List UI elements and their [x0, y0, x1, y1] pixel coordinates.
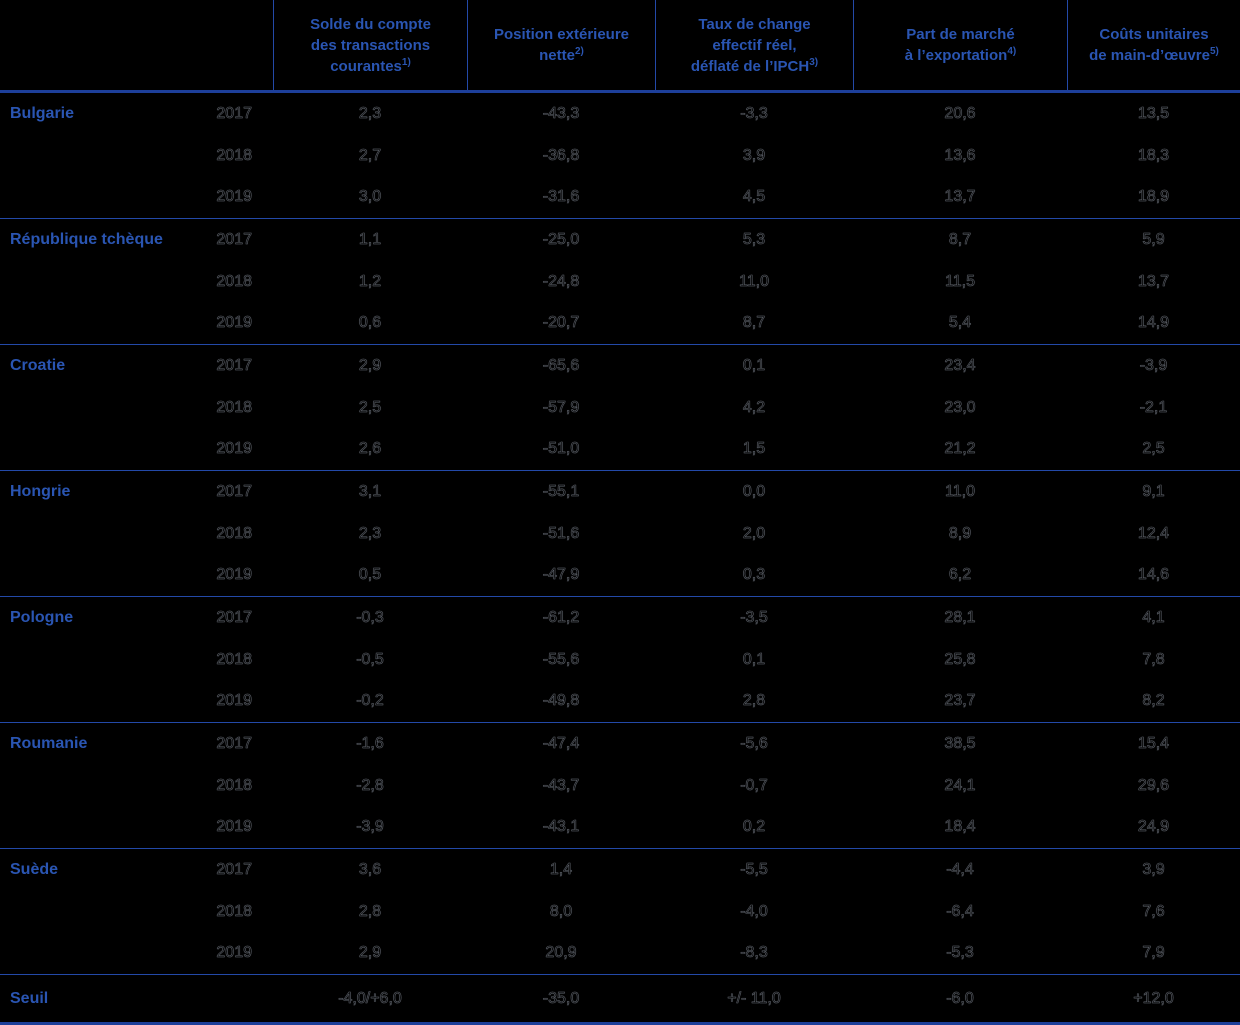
value-cell: -55,1 [542, 482, 580, 500]
value-cell: -0,7 [740, 776, 768, 794]
threshold-value-cell: -35,0 [542, 989, 580, 1007]
year-label: 2018 [216, 272, 252, 290]
value-cell: 8,9 [948, 524, 972, 542]
row-header-cell [0, 806, 273, 848]
country-group [0, 471, 1240, 597]
table-row [0, 302, 1240, 344]
value-cell: 3,0 [358, 188, 382, 206]
value-cell: 6,2 [948, 566, 972, 584]
row-header-cell [0, 723, 273, 765]
year-label: 2019 [216, 440, 252, 458]
value-cell: -5,5 [740, 860, 768, 878]
year-label: 2019 [216, 944, 252, 962]
value-cell: 2,6 [358, 440, 382, 458]
value-cell: 2,9 [358, 356, 382, 374]
value-cell: 2,3 [358, 524, 382, 542]
table-row [0, 261, 1240, 303]
value-cell: 3,1 [358, 482, 382, 500]
row-header-cell [0, 302, 273, 344]
table-row [0, 806, 1240, 848]
value-cell: 2,9 [358, 944, 382, 962]
value-cell: 13,7 [1137, 272, 1170, 290]
value-cell: -6,4 [946, 902, 974, 920]
value-cell: -61,2 [542, 608, 580, 626]
country-group [0, 345, 1240, 471]
value-cell: 8,7 [948, 230, 972, 248]
value-cell: 2,5 [1142, 440, 1165, 458]
column-header [655, 0, 853, 90]
value-cell: 13,7 [944, 188, 976, 206]
column-header-line: nette$^{2)}$ [539, 46, 584, 64]
value-cell: -0,3 [356, 608, 384, 626]
value-cell: 2,8 [742, 692, 766, 710]
value-cell: 18,4 [944, 818, 976, 836]
year-label: 2017 [216, 482, 252, 500]
year-label: 2019 [216, 188, 252, 206]
header-row [0, 0, 1240, 93]
column-header-line: effectif réel, [712, 36, 797, 54]
value-cell: 20,6 [944, 104, 976, 122]
value-cell: 0,1 [742, 650, 766, 668]
row-header-cell [0, 680, 273, 722]
value-cell: 7,8 [1142, 650, 1165, 668]
value-cell: 0,3 [742, 566, 766, 584]
value-cell: 14,6 [1137, 566, 1170, 584]
value-cell: -3,3 [740, 104, 768, 122]
table-row [0, 345, 1240, 387]
row-header-cell [0, 345, 273, 387]
row-header-cell [0, 932, 273, 974]
value-cell: 1,4 [549, 860, 573, 878]
row-header-cell [0, 219, 273, 261]
value-cell: 1,1 [358, 230, 382, 248]
value-cell: 13,5 [1137, 104, 1170, 122]
value-cell: -2,1 [1139, 398, 1168, 416]
table-row [0, 513, 1240, 555]
value-cell: 2,5 [358, 398, 382, 416]
value-cell: 11,0 [945, 482, 975, 500]
value-cell: 7,9 [1142, 944, 1165, 962]
country-label: République tchèque [10, 230, 163, 248]
value-cell: 23,4 [944, 356, 976, 374]
value-cell: 23,0 [944, 398, 976, 416]
value-cell: 29,6 [1137, 776, 1170, 794]
value-cell: -3,9 [1139, 356, 1168, 374]
table-body [0, 93, 1240, 975]
year-label: 2019 [216, 566, 252, 584]
value-cell: -43,1 [542, 818, 580, 836]
country-label: Pologne [10, 608, 74, 626]
value-cell: 4,5 [742, 188, 766, 206]
value-cell: 8,2 [1142, 692, 1165, 710]
table-row [0, 471, 1240, 513]
value-cell: -51,6 [542, 524, 580, 542]
row-header-cell [0, 387, 273, 429]
value-cell: 18,3 [1137, 146, 1170, 164]
value-cell: 38,5 [944, 734, 976, 752]
country-group [0, 723, 1240, 849]
value-cell: 9,1 [1142, 482, 1165, 500]
row-header-cell [0, 135, 273, 177]
threshold-value-cell: -6,0 [946, 989, 974, 1007]
value-cell: -43,7 [542, 776, 580, 794]
value-cell: 21,2 [944, 440, 976, 458]
value-cell: 7,6 [1142, 902, 1165, 920]
threshold-value-cell: -4,0/+6,0 [338, 989, 402, 1007]
row-header-cell [0, 428, 273, 470]
value-cell: 2,0 [742, 524, 766, 542]
column-header-line: Taux de change [698, 15, 811, 33]
row-header-cell [0, 639, 273, 681]
table-row [0, 765, 1240, 807]
value-cell: 8,7 [742, 314, 766, 332]
threshold-label: Seuil [10, 989, 49, 1007]
year-label: 2017 [216, 230, 252, 248]
column-header [467, 0, 655, 90]
year-label: 2017 [216, 608, 252, 626]
value-cell: -55,6 [542, 650, 580, 668]
footnote-marker: 2) [574, 46, 584, 57]
value-cell: -43,3 [542, 104, 580, 122]
table-row [0, 219, 1240, 261]
table-row [0, 680, 1240, 722]
year-label: 2019 [216, 314, 252, 332]
row-header-cell [0, 765, 273, 807]
value-cell: 14,9 [1137, 314, 1170, 332]
value-cell: 4,2 [742, 398, 766, 416]
row-header-cell [0, 513, 273, 555]
value-cell: 15,4 [1137, 734, 1170, 752]
footnote-marker: 3) [809, 56, 819, 68]
country-label: Roumanie [10, 734, 88, 752]
value-cell: -0,5 [356, 650, 384, 668]
row-header-cell [0, 597, 273, 639]
column-header [273, 0, 467, 90]
threshold-header-cell [0, 975, 273, 1022]
value-cell: 28,1 [944, 608, 976, 626]
value-cell: 8,0 [549, 902, 573, 920]
value-cell: 3,6 [358, 860, 382, 878]
table-row [0, 93, 1240, 135]
value-cell: -65,6 [542, 356, 580, 374]
row-header-cell [0, 891, 273, 933]
header-spacer [0, 0, 273, 90]
column-header-line: courantes$^{1)}$ [330, 56, 411, 75]
threshold-value-cell: +/- 11,0 [727, 989, 781, 1007]
table-row [0, 891, 1240, 933]
value-cell: 11,5 [945, 272, 975, 290]
value-cell: 1,5 [742, 440, 766, 458]
year-label: 2017 [216, 734, 252, 752]
value-cell: 4,1 [1142, 608, 1165, 626]
value-cell: 11,0 [739, 272, 769, 290]
threshold-row [0, 975, 1240, 1025]
country-group [0, 219, 1240, 345]
column-header-line: Part de marché [906, 26, 1015, 43]
value-cell: -5,6 [740, 734, 768, 752]
table-row [0, 554, 1240, 596]
country-group [0, 849, 1240, 975]
value-cell: 0,0 [742, 482, 766, 500]
value-cell: 5,4 [948, 314, 972, 332]
year-label: 2018 [216, 776, 252, 794]
column-header-line: des transactions [310, 36, 431, 54]
country-label: Hongrie [10, 482, 71, 500]
table-row [0, 932, 1240, 974]
value-cell: 12,4 [1137, 524, 1170, 542]
value-cell: -25,0 [542, 230, 580, 248]
column-header-line: Coûts unitaires [1099, 26, 1209, 43]
value-cell: -2,8 [356, 776, 384, 794]
value-cell: -8,3 [740, 944, 768, 962]
value-cell: -57,9 [542, 398, 580, 416]
table-row [0, 639, 1240, 681]
country-label: Croatie [10, 356, 66, 374]
table-row [0, 428, 1240, 470]
value-cell: 3,9 [1142, 860, 1165, 878]
value-cell: -51,0 [542, 440, 580, 458]
column-header-line: déflaté de l’IPCH$^{3)}$ [690, 56, 819, 75]
value-cell: -3,9 [356, 818, 384, 836]
year-label: 2018 [216, 902, 252, 920]
value-cell: 0,1 [742, 356, 766, 374]
row-header-cell [0, 471, 273, 513]
country-group [0, 93, 1240, 219]
year-label: 2019 [216, 818, 252, 836]
table-row [0, 176, 1240, 218]
value-cell: 2,8 [358, 902, 382, 920]
value-cell: -47,4 [542, 734, 580, 752]
value-cell: 1,2 [358, 272, 382, 290]
row-header-cell [0, 554, 273, 596]
value-cell: 20,9 [545, 944, 577, 962]
footnote-marker: 5) [1209, 46, 1219, 57]
country-label: Suède [10, 860, 59, 878]
year-label: 2018 [216, 524, 252, 542]
column-header-line: de main-d’œuvre$^{5)}$ [1089, 46, 1219, 64]
row-header-cell [0, 93, 273, 135]
value-cell: 23,7 [944, 692, 976, 710]
year-label: 2017 [216, 104, 252, 122]
value-cell: 13,6 [944, 146, 976, 164]
column-header [1067, 0, 1240, 90]
row-header-cell [0, 849, 273, 891]
value-cell: 2,3 [358, 104, 382, 122]
year-label: 2018 [216, 650, 252, 668]
value-cell: -31,6 [542, 188, 580, 206]
row-header-cell [0, 261, 273, 303]
value-cell: -24,8 [542, 272, 580, 290]
year-label: 2018 [216, 146, 252, 164]
value-cell: -3,5 [740, 608, 768, 626]
value-cell: 5,3 [742, 230, 766, 248]
value-cell: -5,3 [946, 944, 974, 962]
value-cell: 0,2 [742, 818, 766, 836]
column-header-line: à l’exportation$^{4)}$ [904, 46, 1017, 64]
value-cell: 24,1 [944, 776, 976, 794]
value-cell: -36,8 [542, 146, 580, 164]
year-label: 2017 [216, 356, 252, 374]
column-header [853, 0, 1067, 90]
value-cell: 18,9 [1137, 188, 1170, 206]
value-cell: 3,9 [742, 146, 766, 164]
value-cell: -49,8 [542, 692, 580, 710]
country-group [0, 597, 1240, 723]
value-cell: -20,7 [542, 314, 580, 332]
column-header-line: Solde du compte [310, 15, 431, 33]
value-cell: 2,7 [358, 146, 382, 164]
country-label: Bulgarie [10, 104, 75, 122]
year-label: 2017 [216, 860, 252, 878]
value-cell: -4,0 [740, 902, 768, 920]
threshold-value-cell: +12,0 [1133, 989, 1174, 1007]
footnote-marker: 1) [401, 56, 411, 68]
table-row [0, 597, 1240, 639]
table-row [0, 849, 1240, 891]
value-cell: 0,5 [358, 566, 382, 584]
value-cell: 25,8 [944, 650, 976, 668]
value-cell: 24,9 [1137, 818, 1170, 836]
table-row [0, 723, 1240, 765]
table-row [0, 135, 1240, 177]
value-cell: 0,6 [358, 314, 382, 332]
column-header-line: Position extérieure [493, 26, 630, 43]
table-row [0, 387, 1240, 429]
year-label: 2019 [216, 692, 252, 710]
value-cell: -4,4 [946, 860, 974, 878]
row-header-cell [0, 176, 273, 218]
value-cell: -0,2 [356, 692, 384, 710]
year-label: 2018 [216, 398, 252, 416]
footnote-marker: 4) [1007, 46, 1017, 57]
value-cell: -1,6 [356, 734, 384, 752]
value-cell: 5,9 [1142, 230, 1165, 248]
value-cell: -47,9 [542, 566, 580, 584]
